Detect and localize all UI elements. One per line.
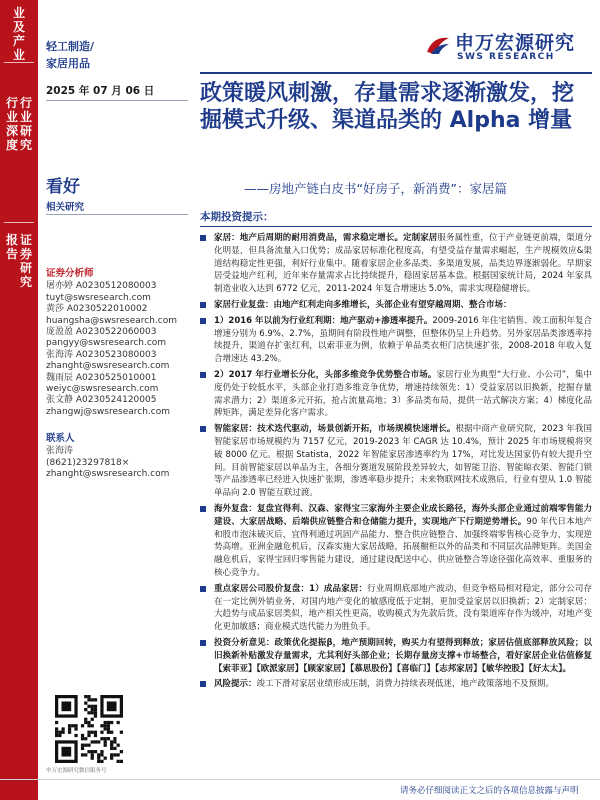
bullet-square-icon — [200, 426, 206, 432]
highlight-text: 根据中商产业研究院，2023 年我国智能家居市场规模约为 7157 亿元，2019-2023 年 CAGR 达 10.4%，预计 2025 年市场规模将突破 8000 亿元。根据 Statista，2022 年智能家居渗透率约为 17%，对比发达国家仍有较大提升空间。目前智能家居以单品为主，各细分赛道发展阶段差异较大，如智能卫浴、智能晾衣架、智能门锁等产品渗透率已经进入快速扩张期，渗透率稳步提升；未来物联网技术成熟后，行业有望从 1.0 智能单品向 2.0 智能互联过渡。 — [214, 424, 592, 499]
analyst-line[interactable]: zhanght@swsresearch.com — [46, 361, 170, 372]
industry-line-2: 家居用品 — [46, 57, 90, 70]
date-divider — [46, 100, 188, 101]
footer-rule — [0, 779, 600, 780]
contact-lines — [46, 446, 191, 480]
analyst-line: 屠亦婷 A0230512080003 — [46, 281, 157, 292]
analyst-line: 黄莎 A0230522010002 — [46, 304, 148, 315]
qr-caption: 申万宏源研究微信服务号 — [46, 768, 107, 774]
highlight-item — [200, 232, 592, 296]
header-rule — [200, 72, 592, 74]
highlight-lead: 家居：地产后周期的耐用消费品，需求稳定增长。定制家居 — [214, 233, 438, 243]
strip-label-research: 行业研究 — [19, 96, 32, 152]
analyst-heading: 证券分析师 — [46, 268, 94, 279]
strip-block-report — [0, 233, 38, 333]
highlight-lead: 风险提示： — [214, 679, 257, 690]
analyst-line: 张文静 A0230524120005 — [46, 395, 157, 406]
contact-line: 张海涛 — [46, 446, 74, 457]
highlight-item — [200, 637, 592, 675]
highlight-text: 竣工下滑对家居业绩形成压制，消费力持续表现低迷，地产政策落地不及预期。 — [256, 679, 555, 690]
strip-label-report: 报告 — [5, 233, 18, 261]
logo-chinese-name: 申万宏源研究 — [455, 32, 576, 54]
logo-mark-icon — [425, 34, 451, 56]
highlight-text: 行业周期底部地产波动，但竞争格局相对稳定，部分公司存在一定比例外销业务，对国内地产变化的敏感度低于定制，更加受益家居以旧换新；2）定制家居：大趋势与成品家居类似，地产相关性更高，收购模式为先款后货，没有渠道库存作为缓冲，对地产变化更加敏感；商业模式迭代能力为胜负手。 — [214, 583, 592, 633]
logo-english-name: SWS RESEARCH — [457, 52, 555, 62]
highlight-text: 家居行业为典型“大行业、小公司”，集中度仍处于较低水平，头部企业打造多维竞争优势，增速持续领先：1）受益家居以旧换新，挖掘存量需求潜力；2）渠道多元开拓，抢占流量高地；3）多品类布局，提供一站式解决方案；4）梯度化品牌矩阵，满足差异化客户需求。 — [214, 369, 592, 419]
rating-value: 看好 — [46, 177, 80, 197]
report-date: 2025 年 07 月 06 日 — [46, 85, 155, 97]
contact-block — [46, 433, 191, 481]
strip-divider — [4, 222, 34, 223]
highlight-lead: 2）2017 年行业增长分化，头部多维竞争优势整合市场。 — [214, 369, 437, 380]
report-title: 政策暖风刺激，存量需求逐渐激发，挖掘模式升级、渠道品类的 Alpha 增量 — [200, 81, 575, 133]
industry-label — [46, 38, 94, 72]
bullet-square-icon — [200, 302, 206, 308]
report-subtitle: ——房地产链白皮书“好房子，新消费”：家居篇 — [244, 181, 507, 196]
highlight-lead: 家居行业复盘：由地产红利走向多维增长，头部企业有望穿越周期、整合市场： — [214, 299, 512, 310]
analyst-line[interactable]: pangyy@swsresearch.com — [46, 338, 167, 349]
footer-disclaimer: 请务必仔细阅读正文之后的各项信息披露与声明 — [400, 786, 579, 796]
analyst-line[interactable]: huangsha@swsresearch.com — [46, 315, 178, 326]
strip-divider — [4, 62, 34, 63]
analyst-line[interactable]: tuyt@swsresearch.com — [46, 292, 151, 303]
bullet-square-icon — [200, 586, 206, 592]
related-research-label: 相关研究 — [46, 202, 85, 213]
analyst-line: 魏雨辰 A0230525010001 — [46, 372, 157, 383]
qr-code-icon — [55, 695, 123, 763]
strip-block-research-type — [0, 96, 38, 216]
analyst-line[interactable]: weiyc@swsresearch.com — [46, 384, 159, 395]
highlight-lead: 投资分析意见：政策优化提振β，地产预期回转，购买力有望得到释放；家居估值底部释放风险；以旧换新补贴激发存量需求，尤其利好头部企业；长期存量房支撑+市场整合，看好家居企业估值修复【索菲亚】【欧派家居】【顾家家居】【慕思股份】【喜临门】【志邦家居】【敏华控股】【好太太】。 — [214, 637, 592, 674]
analyst-line[interactable]: zhangwj@swsresearch.com — [46, 406, 170, 417]
highlight-item — [200, 369, 592, 420]
highlight-lead: 海外复盘：复盘宜得利、汉森、家得宝三家海外主要企业成长路径，海外头部企业通过前端零售能力建设、大家居战略、后端供应链整合和仓储能力提升，实现地产下行期逆势增长。 — [214, 503, 592, 527]
strip-label-depth: 行业深度 — [5, 96, 18, 152]
contact-line[interactable]: zhanght@swsresearch.com — [46, 469, 170, 480]
highlight-lead: 重点家居公司股价复盘：1）成品家居： — [214, 583, 368, 594]
investment-highlights — [200, 232, 592, 694]
rating-divider — [46, 214, 188, 215]
section-heading: 本期投资提示： — [200, 211, 274, 223]
highlight-text: 2009-2016 年住宅销售、竣工面积年复合增速分别为 6.9%、2.7%，虽期间有阶段性地产调整，但整体仍呈上升趋势。另外家居品类渗透率持续提升，渠道存扩张红利，以索菲亚为例，依赖于单品类衣柜门店快速扩张，2008-2018 年收入复合增速达 43.2%。 — [214, 315, 592, 365]
analyst-line: 庞盈盈 A0230522060003 — [46, 327, 157, 338]
bullet-square-icon — [200, 506, 206, 512]
highlight-item — [200, 315, 592, 366]
contact-line: (8621)23297818× — [46, 457, 130, 468]
strip-label-securities: 证券研究 — [19, 233, 32, 289]
company-logo — [425, 28, 593, 68]
bullet-square-icon — [200, 318, 206, 324]
strip-label-industry: 业及产业 — [12, 6, 25, 62]
section-rule — [200, 226, 592, 227]
highlight-item — [200, 299, 592, 312]
highlight-item — [200, 678, 592, 691]
bullet-square-icon — [200, 681, 206, 687]
highlight-text: 90 年代日本地产和股市泡沫破灭后，宜得利通过巩固产品能力、整合供应链整合、加强终端零售核心竞争力，实现逆势高增。亚洲金融危机后，汉森实施大家居战略，拓展橱柜以外的品类和不同层次品牌矩阵。美国金融危机后，家得宝回归零售能力建设，通过建设配送中心、供应链整合等途径强化高效率、重服务的核心竞争力。 — [214, 516, 592, 578]
highlight-lead: 1）2016 年以前为行业红利期：地产驱动+渗透率提升。 — [214, 315, 433, 326]
strip-block-industry — [0, 6, 38, 62]
analyst-list — [46, 268, 191, 418]
contact-heading: 联系人 — [46, 433, 75, 444]
bullet-square-icon — [200, 640, 206, 646]
highlight-item — [200, 503, 592, 580]
bullet-square-icon — [200, 372, 206, 378]
analyst-line: 张海涛 A0230523080003 — [46, 349, 157, 360]
industry-line-1: 轻工制造/ — [46, 40, 95, 53]
analyst-lines — [46, 281, 191, 418]
highlight-text: 服务属性重，位于产业链更前端，渠道分化明显，但具备流量入口优势；成品家居标准化程度高，有望受益存量需求崛起，生产规模效应&渠道结构稳定性更强，利好行业集中。随着家居企业多品类、多渠道发展，品类边界逐渐弱化。早期家居受益地产红利，近年来存量需求占比持续提升，稳固家居基本盘。根据国家统计局，2024 年家具制造业收入达到 6772 亿元，2011-2024 年复合增速达 5.0%，需求实现稳健增长。 — [214, 233, 592, 295]
highlight-item — [200, 423, 592, 500]
highlight-item — [200, 583, 592, 634]
highlight-lead: 智能家居：技术迭代驱动，场景创新开拓，市场规模快速增长。 — [214, 424, 456, 435]
bullet-square-icon — [200, 235, 206, 241]
